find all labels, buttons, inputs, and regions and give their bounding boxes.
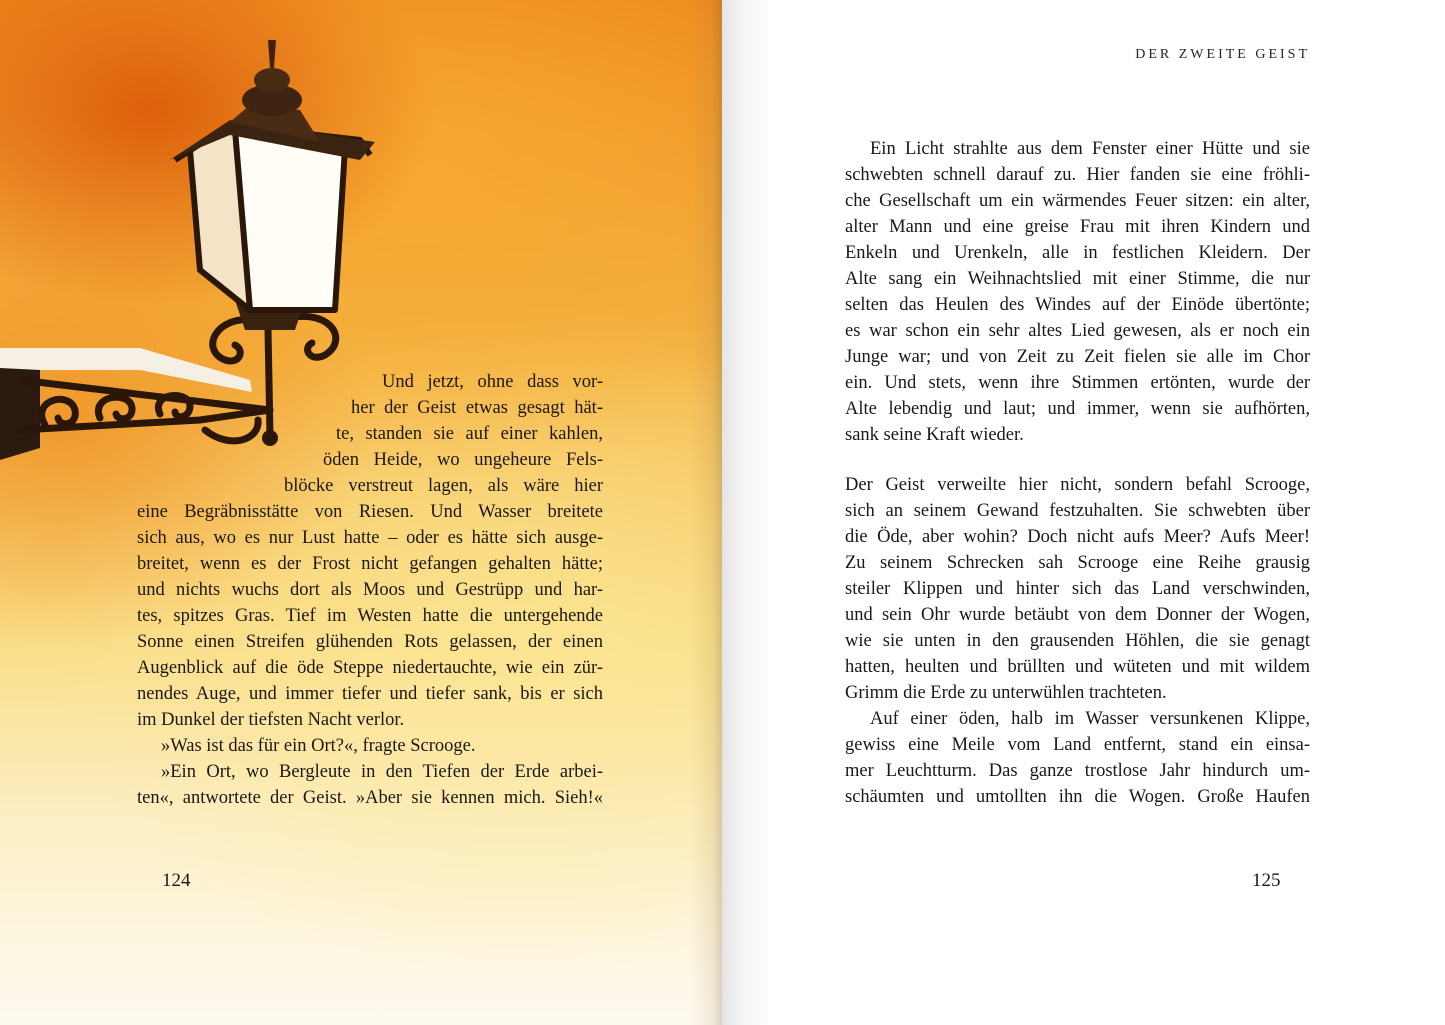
- right-paragraph-2: [845, 472, 1310, 810]
- text-line: Enkeln und Urenkeln, alle in festlichen Kleidern. Der: [845, 243, 1310, 263]
- text-line: und nichts wuchs dort als Moos und Gestrüpp und har-: [137, 580, 603, 600]
- text-line: Sonne einen Streifen glühenden Rots gelassen, der einen: [137, 632, 603, 652]
- text-line: Ein Licht strahlte aus dem Fenster einer Hütte und sie: [870, 139, 1310, 159]
- text-line: sank seine Kraft wieder.: [845, 425, 1024, 445]
- left-indented-paragraph: [284, 369, 603, 499]
- text-line: ten«, antwortete der Geist. »Aber sie kennen mich. Sieh!«: [137, 788, 603, 808]
- text-line: Der Geist verweilte hier nicht, sondern befahl Scrooge,: [845, 475, 1310, 495]
- text-line: steiler Klippen und hinter sich das Land verschwinden,: [845, 579, 1310, 599]
- text-line: wie sie unten in den grausenden Höhlen, die sie genagt: [845, 631, 1310, 651]
- text-line: Alte lebendig und laut; und immer, wenn sie aufhörten,: [845, 399, 1310, 419]
- text-line: es war schon ein sehr altes Lied gewesen, als er noch ein: [845, 321, 1310, 341]
- text-line: Und jetzt, ohne dass vor-: [382, 372, 603, 392]
- text-line: blöcke verstreut lagen, als wäre hier: [284, 476, 603, 496]
- running-head: DER ZWEITE GEIST: [1135, 47, 1310, 62]
- text-line: selten das Heulen des Windes auf der Einöde übertönte;: [845, 295, 1310, 315]
- text-line: im Dunkel der tiefsten Nacht verlor.: [137, 710, 405, 730]
- text-line: Auf einer öden, halb im Wasser versunkenen Klippe,: [870, 709, 1310, 729]
- text-line: tes, spitzes Gras. Tief im Westen hatte die untergehende: [137, 606, 603, 626]
- left-body-paragraph: [137, 499, 603, 811]
- gutter-shadow: [690, 0, 722, 1025]
- text-line: breitet, wenn es der Frost nicht gefangen gehalten hätte;: [137, 554, 603, 574]
- right-paragraph-1: [845, 136, 1310, 448]
- text-line: schäumten und umtollten ihn die Wogen. Große Haufen: [845, 787, 1310, 807]
- text-line: eine Begräbnisstätte von Riesen. Und Wasser breitete: [137, 502, 603, 522]
- text-line: Augenblick auf die öde Steppe niedertauchte, wie ein zür-: [137, 658, 603, 678]
- text-line: Alte sang ein Weihnachtslied mit einer Stimme, die nur: [845, 269, 1310, 289]
- text-line: Zu seinem Schrecken sah Scrooge eine Reihe grausig: [845, 553, 1310, 573]
- text-line: te, standen sie auf einer kahlen,: [336, 424, 603, 444]
- text-line: her der Geist etwas gesagt hät-: [351, 398, 603, 418]
- text-line: »Was ist das für ein Ort?«, fragte Scrooge.: [161, 736, 476, 756]
- left-page: [0, 0, 722, 1025]
- text-line: die Öde, aber wohin? Doch nicht aufs Meer? Aufs Meer!: [845, 527, 1310, 547]
- text-line: che Gesellschaft um ein wärmendes Feuer sitzen: ein alter,: [845, 191, 1310, 211]
- text-line: mer Leuchtturm. Das ganze trostlose Jahr hindurch um-: [845, 761, 1310, 781]
- text-line: und sein Ohr wurde betäubt von dem Donner der Wogen,: [845, 605, 1310, 625]
- page-number-left: 124: [162, 870, 191, 891]
- text-line: schwebten schnell darauf zu. Hier fanden sie eine fröhli-: [845, 165, 1310, 185]
- text-line: sich an seinem Gewand festzuhalten. Sie schwebten über: [845, 501, 1310, 521]
- text-line: öden Heide, wo ungeheure Fels-: [323, 450, 603, 470]
- street-lamp-illustration: [0, 30, 390, 470]
- text-line: alter Mann und eine greise Frau mit ihren Kindern und: [845, 217, 1310, 237]
- page-number-right: 125: [1252, 870, 1281, 891]
- text-line: ein. Und stets, wenn ihre Stimmen ertönten, wurde der: [845, 373, 1310, 393]
- text-line: nendes Auge, und immer tiefer und tiefer sank, bis er sich: [137, 684, 603, 704]
- text-line: »Ein Ort, wo Bergleute in den Tiefen der Erde arbei-: [161, 762, 603, 782]
- text-line: Junge war; und von Zeit zu Zeit fielen sie alle im Chor: [845, 347, 1310, 367]
- text-line: sich aus, wo es nur Lust hatte – oder es hätte sich ausge-: [137, 528, 603, 548]
- text-line: Grimm die Erde zu unterwühlen trachteten.: [845, 683, 1167, 703]
- text-line: gewiss eine Meile vom Land entfernt, stand ein einsa-: [845, 735, 1310, 755]
- text-line: hatten, heulten und brüllten und wüteten und mit wildem: [845, 657, 1310, 677]
